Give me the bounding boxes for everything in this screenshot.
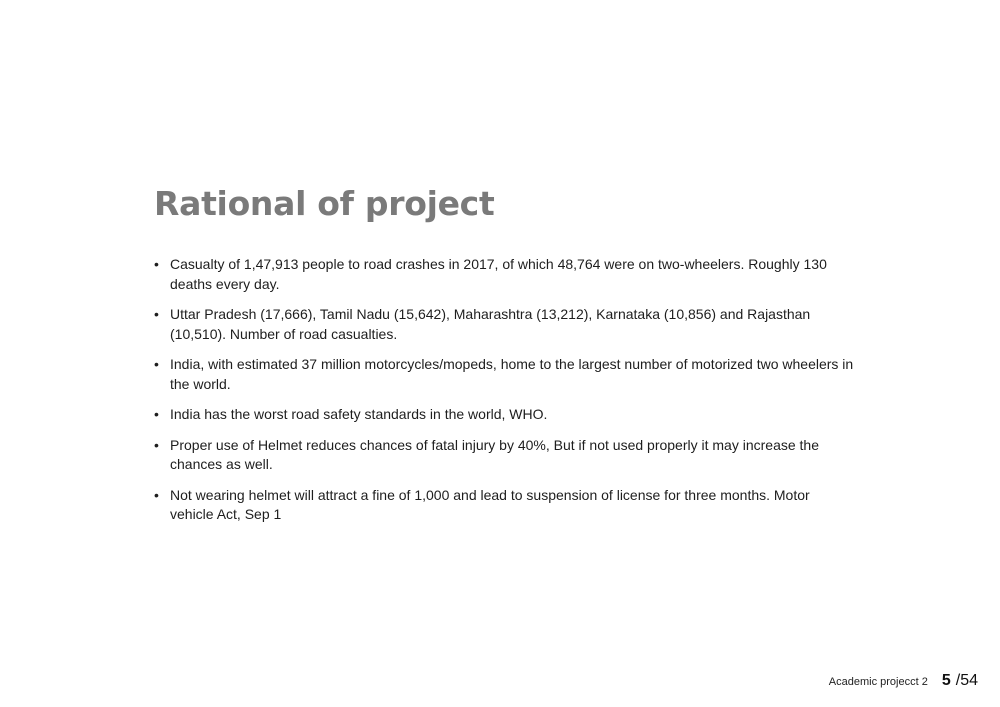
bullet-item	[154, 405, 854, 425]
bullet-list	[154, 255, 854, 536]
bullet-item	[154, 355, 854, 394]
bullet-text: Not wearing helmet will attract a fine of 1,000 and lead to suspension of license for three months. Motor vehicle Act, Sep 1	[170, 486, 810, 522]
bullet-marker: •	[154, 486, 159, 503]
bullet-marker: •	[154, 406, 159, 422]
slide-title: Rational of project	[154, 184, 495, 223]
bullet-item	[154, 305, 854, 344]
bullet-text: Proper use of Helmet reduces chances of fatal injury by 40%, But if not used properly it may increase the chances as well.	[170, 436, 819, 472]
footer-project-label: Academic projecct 2	[828, 676, 928, 688]
slide-footer	[829, 672, 978, 696]
page-number-current: 5	[941, 672, 951, 689]
bullet-item	[154, 436, 854, 475]
bullet-marker: •	[154, 256, 159, 272]
bullet-item	[154, 255, 854, 294]
page-number-total: 54	[960, 672, 978, 689]
bullet-text: India, with estimated 37 million motorcycles/mopeds, home to the largest number of motorized two wheelers in the world.	[170, 356, 854, 392]
page-number-separator: /	[955, 672, 961, 689]
bullet-text: Uttar Pradesh (17,666), Tamil Nadu (15,642), Maharashtra (13,212), Karnataka (10,856) and Rajasthan (10,510). Number of road casualties.	[170, 306, 811, 342]
bullet-item	[154, 486, 854, 525]
bullet-text: Casualty of 1,47,913 people to road crashes in 2017, of which 48,764 were on two-wheelers. Roughly 130 deaths every day.	[170, 256, 827, 292]
bullet-marker: •	[154, 306, 159, 322]
bullet-text: India has the worst road safety standards in the world, WHO.	[170, 406, 548, 422]
bullet-marker: •	[154, 436, 159, 453]
bullet-marker: •	[154, 356, 159, 372]
